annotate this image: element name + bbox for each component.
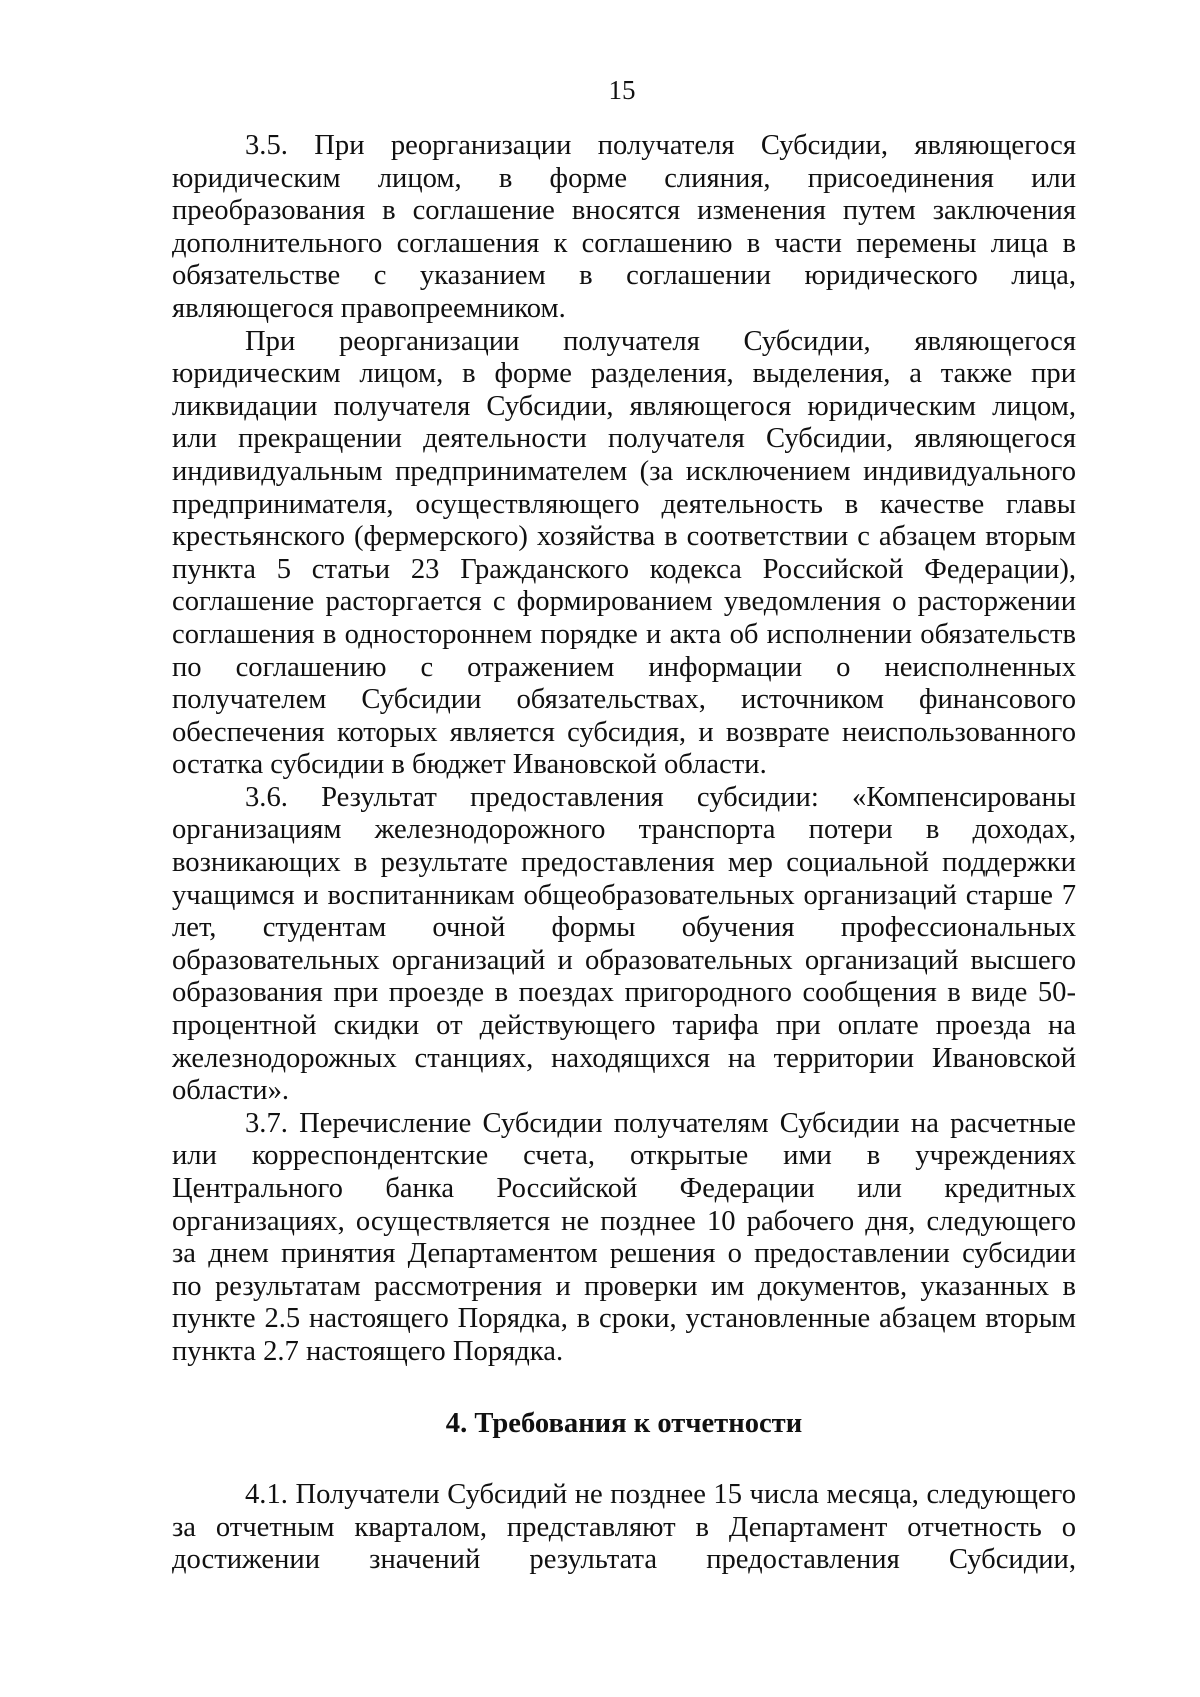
paragraph-3-7: 3.7. Перечисление Субсидии получателям Субсидии на расчетные или корреспондентские счета, открытые ими в учреждениях Центрального банка Российской Федерации или кредитных организациях, осуществляется не позднее 10 рабочего дня, следующего за днем принятия Департаментом решения о предоставлении субсидии по результатам рассмотрения и проверки им документов, указанных в пункте 2.5 настоящего Порядка, в сроки, установленные абзацем вторым пункта 2.7 настоящего Порядка. <box>172 1107 1076 1367</box>
paragraph-4-1: 4.1. Получатели Субсидий не позднее 15 числа месяца, следующего за отчетным кварталом, представляют в Департамент отчетность о достижении значений результата предоставления Субсидии, <box>172 1479 1076 1576</box>
section-heading: 4. Требования к отчетности <box>445 1407 803 1439</box>
paragraph-3-5-reorganization: При реорганизации получателя Субсидии, являющегося юридическим лицом, в форме разделения, выделения, а также при ликвидации получателя Субсидии, являющегося юридическим лицом, или прекращении деятельности получателя Субсидии, являющегося индивидуальным предпринимателем (за исключением индивидуального предпринимателя, осуществляющего деятельность в качестве главы крестьянского (фермерского) хозяйства в соответствии с абзацем вторым пункта 5 статьи 23 Гражданского кодекса Российской Федерации), соглашение расторгается с формированием уведомления о расторжении соглашения в одностороннем порядке и акта об исполнении обязательств по соглашению с отражением информации о неисполненных получателем Субсидии обязательствах, источником финансового обеспечения которых является субсидия, и возврате неиспользованного остатка субсидии в бюджет Ивановской области. <box>172 325 1076 781</box>
paragraph-3-5: 3.5. При реорганизации получателя Субсидии, являющегося юридическим лицом, в форме слияния, присоединения или преобразования в соглашение вносятся изменения путем заключения дополнительного соглашения к соглашению в части перемены лица в обязательстве с указанием в соглашении юридического лица, являющегося правопреемником. <box>172 130 1076 324</box>
document-body <box>172 130 1076 1577</box>
page-number: 15 <box>608 75 636 105</box>
paragraph-3-6: 3.6. Результат предоставления субсидии: «Компенсированы организациям железнодорожного транспорта потери в доходах, возникающих в результате предоставления мер социальной поддержки учащимся и воспитанникам общеобразовательных организаций старше 7 лет, студентам очной формы обучения профессиональных образовательных организаций и образовательных организаций высшего образования при проезде в поездах пригородного сообщения в виде 50-процентной скидки от действующего тарифа при оплате проезда на железнодорожных станциях, находящихся на территории Ивановской области». <box>172 781 1076 1107</box>
